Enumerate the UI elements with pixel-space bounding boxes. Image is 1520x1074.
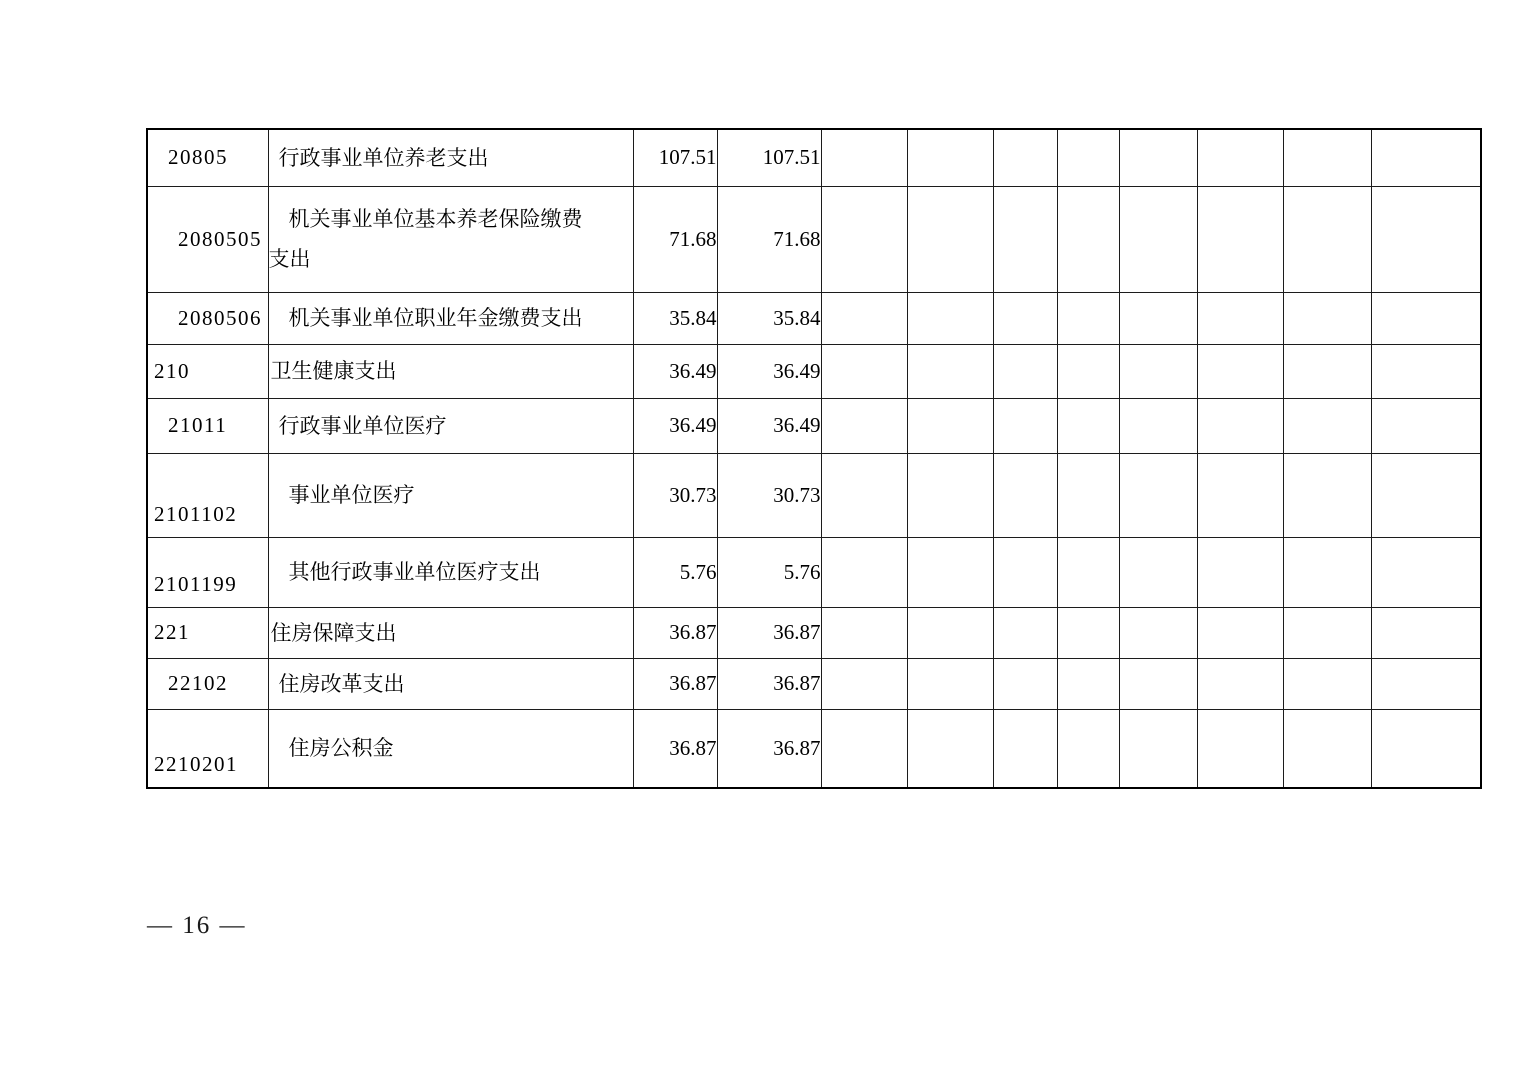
empty-cell	[1057, 709, 1119, 788]
code-cell: 20805	[147, 129, 268, 186]
code-cell: 210	[147, 344, 268, 398]
empty-cell	[821, 344, 907, 398]
amount-col2-cell: 36.87	[717, 658, 821, 709]
item-name-cell	[268, 344, 633, 398]
item-name-cell	[268, 537, 633, 607]
empty-cell	[821, 453, 907, 537]
empty-cell	[993, 453, 1057, 537]
empty-cell	[1283, 453, 1371, 537]
amount-col2-cell: 36.49	[717, 344, 821, 398]
code-cell: 2101199	[147, 537, 268, 607]
amount-col1-cell: 5.76	[633, 537, 717, 607]
empty-cell	[821, 607, 907, 658]
code-cell: 221	[147, 607, 268, 658]
amount-col1-cell: 36.49	[633, 398, 717, 453]
item-name-line: 支出	[268, 247, 311, 271]
code-cell: 21011	[147, 398, 268, 453]
empty-cell	[1057, 344, 1119, 398]
amount-col1-cell: 36.87	[633, 607, 717, 658]
item-name-cell	[268, 658, 633, 709]
empty-cell	[907, 398, 993, 453]
empty-cell	[821, 709, 907, 788]
empty-cell	[1057, 398, 1119, 453]
page-number: — 16 —	[147, 912, 247, 939]
empty-cell	[993, 186, 1057, 292]
empty-cell	[1119, 344, 1197, 398]
item-name-cell	[268, 398, 633, 453]
table-row	[147, 607, 1481, 658]
amount-col1-cell: 36.49	[633, 344, 717, 398]
empty-cell	[821, 292, 907, 344]
empty-cell	[1197, 129, 1283, 186]
amount-col2-cell: 36.87	[717, 709, 821, 788]
empty-cell	[1371, 292, 1481, 344]
empty-cell	[1197, 658, 1283, 709]
empty-cell	[1371, 344, 1481, 398]
empty-cell	[1283, 709, 1371, 788]
amount-col2-cell: 35.84	[717, 292, 821, 344]
amount-col2-cell: 36.49	[717, 398, 821, 453]
code-cell: 2210201	[147, 709, 268, 788]
empty-cell	[1119, 709, 1197, 788]
empty-cell	[1057, 129, 1119, 186]
empty-cell	[1119, 537, 1197, 607]
empty-cell	[1283, 129, 1371, 186]
empty-cell	[821, 398, 907, 453]
empty-cell	[907, 658, 993, 709]
empty-cell	[1371, 453, 1481, 537]
item-name-cell	[268, 709, 633, 788]
table-row	[147, 292, 1481, 344]
empty-cell	[1283, 344, 1371, 398]
empty-cell	[1119, 453, 1197, 537]
empty-cell	[1283, 292, 1371, 344]
empty-cell	[821, 658, 907, 709]
empty-cell	[993, 709, 1057, 788]
table-row	[147, 398, 1481, 453]
empty-cell	[821, 186, 907, 292]
code-cell: 2080505	[147, 186, 268, 292]
empty-cell	[907, 129, 993, 186]
item-name-line: 住房改革支出	[278, 671, 405, 696]
amount-col2-cell: 5.76	[717, 537, 821, 607]
empty-cell	[1371, 186, 1481, 292]
empty-cell	[1057, 453, 1119, 537]
table-row	[147, 658, 1481, 709]
empty-cell	[1283, 607, 1371, 658]
empty-cell	[1371, 537, 1481, 607]
empty-cell	[1057, 658, 1119, 709]
empty-cell	[1197, 398, 1283, 453]
table-row	[147, 709, 1481, 788]
table-row	[147, 129, 1481, 186]
empty-cell	[907, 292, 993, 344]
empty-cell	[907, 537, 993, 607]
empty-cell	[1197, 292, 1283, 344]
empty-cell	[993, 344, 1057, 398]
empty-cell	[1283, 186, 1371, 292]
item-name-cell	[268, 453, 633, 537]
item-name-line: 机关事业单位基本养老保险缴费	[288, 207, 583, 231]
item-name-cell	[268, 186, 633, 292]
item-name-line: 行政事业单位养老支出	[278, 145, 489, 170]
empty-cell	[1197, 453, 1283, 537]
empty-cell	[1057, 186, 1119, 292]
item-name-line: 机关事业单位职业年金缴费支出	[288, 306, 583, 330]
amount-col2-cell: 30.73	[717, 453, 821, 537]
empty-cell	[993, 607, 1057, 658]
item-name-line: 卫生健康支出	[270, 359, 397, 383]
empty-cell	[1119, 658, 1197, 709]
empty-cell	[993, 292, 1057, 344]
item-name-line: 其他行政事业单位医疗支出	[288, 560, 541, 584]
empty-cell	[993, 398, 1057, 453]
empty-cell	[907, 186, 993, 292]
empty-cell	[907, 607, 993, 658]
empty-cell	[1119, 186, 1197, 292]
empty-cell	[1197, 186, 1283, 292]
empty-cell	[1283, 658, 1371, 709]
amount-col2-cell: 107.51	[717, 129, 821, 186]
table-row	[147, 537, 1481, 607]
budget-table	[146, 128, 1482, 789]
item-name-cell	[268, 607, 633, 658]
empty-cell	[1371, 607, 1481, 658]
empty-cell	[1119, 607, 1197, 658]
table-row	[147, 344, 1481, 398]
empty-cell	[1197, 537, 1283, 607]
amount-col1-cell: 71.68	[633, 186, 717, 292]
empty-cell	[1197, 607, 1283, 658]
empty-cell	[1371, 658, 1481, 709]
empty-cell	[821, 129, 907, 186]
empty-cell	[993, 129, 1057, 186]
empty-cell	[1057, 607, 1119, 658]
amount-col1-cell: 36.87	[633, 709, 717, 788]
empty-cell	[1283, 537, 1371, 607]
empty-cell	[1119, 398, 1197, 453]
empty-cell	[1371, 129, 1481, 186]
empty-cell	[1057, 292, 1119, 344]
empty-cell	[907, 453, 993, 537]
item-name-line: 行政事业单位医疗	[278, 413, 447, 438]
amount-col2-cell: 36.87	[717, 607, 821, 658]
empty-cell	[907, 344, 993, 398]
empty-cell	[907, 709, 993, 788]
empty-cell	[1197, 709, 1283, 788]
amount-col1-cell: 36.87	[633, 658, 717, 709]
table-row	[147, 186, 1481, 292]
amount-col1-cell: 35.84	[633, 292, 717, 344]
amount-col1-cell: 30.73	[633, 453, 717, 537]
item-name-line: 住房保障支出	[270, 620, 397, 645]
item-name-line: 住房公积金	[288, 736, 394, 761]
amount-col1-cell: 107.51	[633, 129, 717, 186]
empty-cell	[1197, 344, 1283, 398]
amount-col2-cell: 71.68	[717, 186, 821, 292]
empty-cell	[1119, 292, 1197, 344]
budget-table-body	[147, 129, 1481, 788]
empty-cell	[993, 537, 1057, 607]
item-name-cell	[268, 129, 633, 186]
code-cell: 2101102	[147, 453, 268, 537]
empty-cell	[1283, 398, 1371, 453]
item-name-cell	[268, 292, 633, 344]
empty-cell	[1119, 129, 1197, 186]
code-cell: 2080506	[147, 292, 268, 344]
table-row	[147, 453, 1481, 537]
empty-cell	[1371, 709, 1481, 788]
empty-cell	[1057, 537, 1119, 607]
empty-cell	[821, 537, 907, 607]
empty-cell	[993, 658, 1057, 709]
empty-cell	[1371, 398, 1481, 453]
item-name-line: 事业单位医疗	[288, 483, 415, 507]
code-cell: 22102	[147, 658, 268, 709]
